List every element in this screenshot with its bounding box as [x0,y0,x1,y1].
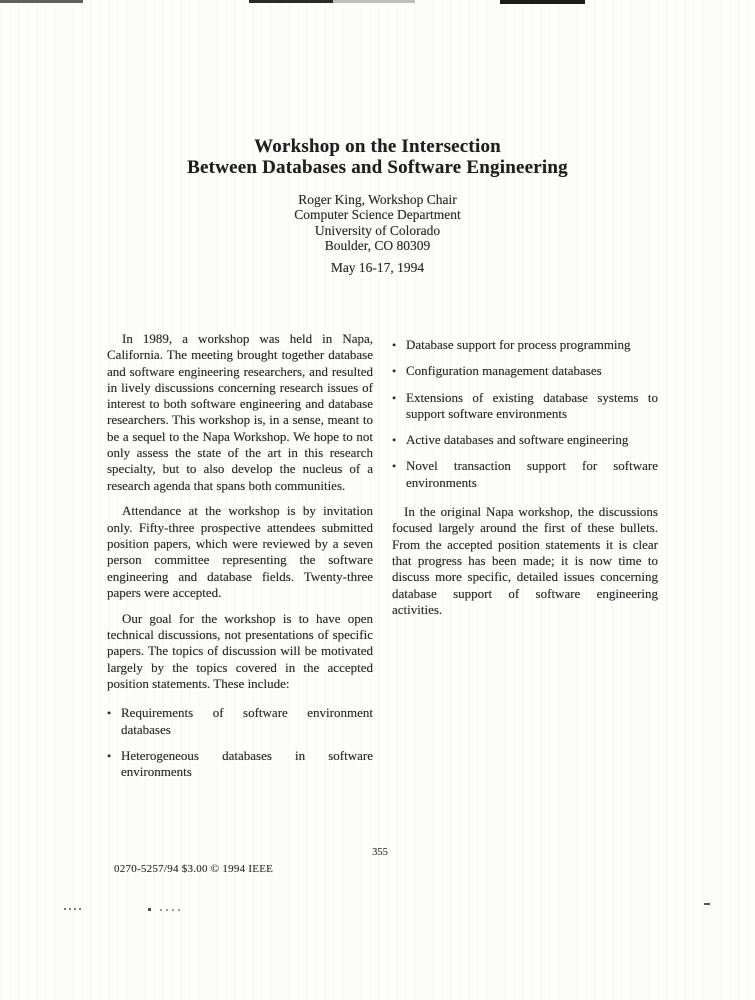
paragraph-intro: In 1989, a workshop was held in Napa, California. The meeting brought together database and software engineering researchers, and resulted in lively discussions concerning research issues of interest to both software engineering and database researchers. This workshop is, in a sense, meant to be a sequel to the Napa Workshop. We hope to not only assess the state of the art in this research specialty, but to also develop the nucleus of a research agenda that spans both communities. [107,331,373,493]
title-block [0,136,755,178]
bullet-item [392,458,658,491]
bullet-text: Heterogeneous databases in software environments [121,747,373,780]
bullet-icon: • [392,364,397,379]
bullet-icon: • [107,748,112,763]
bullet-icon: • [392,390,397,405]
right-bullet-list [392,337,658,491]
bullet-text: Extensions of existing database systems to support software environments [406,389,658,421]
left-bullet-list [107,705,373,780]
paragraph-closing: In the original Napa workshop, the discussions focused largely around the first of these bullets. From the accepted position statements it is clear that progress has been made; it is now time to discuss more specific, detailed issues concerning database support of software engineering activities. [392,504,658,617]
paragraph-goal: Our goal for the workshop is to have open technical discussions, not presentations of specific papers. The topics of discussion will be motivated largely by the topics covered in the accepted position statements. These include: [107,610,373,691]
author-block [0,192,755,254]
bullet-text: Database support for process programming [406,337,631,352]
author-address: Boulder, CO 80309 [324,238,431,254]
bullet-text: Configuration management databases [406,363,602,379]
scan-artifact-top-right-bar [500,0,585,4]
bullet-icon: • [107,706,112,721]
bullet-text: Novel transaction support for software environments [406,458,658,490]
workshop-date: May 16-17, 1994 [330,260,425,275]
scan-artifact-bottom-dots-1 [64,908,83,910]
bullet-item [392,432,658,448]
author-university: University of Colorado [314,222,441,238]
bullet-item [392,337,658,353]
scan-artifact-top-middle-bar [249,0,333,3]
right-column [392,331,658,631]
bullet-item [107,748,373,781]
bullet-item [107,705,373,738]
paragraph-attendance: Attendance at the workshop is by invitation only. Fifty-three prospective attendees submitted position papers, which were reviewed by a seven person committee representing the software engineering and database fields. Twenty-three papers were accepted. [107,503,373,600]
scan-artifact-top-left-bar [0,0,83,3]
bullet-item [392,363,658,379]
author-name: Roger King, Workshop Chair [298,192,457,207]
copyright-line: 0270-5257/94 $3.00 © 1994 IEEE [114,863,274,875]
bullet-icon: • [392,433,397,448]
left-column [107,331,373,790]
scan-artifact-top-middle-light-bar [333,0,415,3]
bullet-text: Requirements of software environment databases [121,705,373,737]
scan-artifact-bottom-dots-2 [160,909,183,911]
scan-artifact-bottom-dot [148,908,151,911]
paper-title-line-1: Workshop on the Intersection [254,136,501,157]
author-department: Computer Science Department [294,207,461,223]
bullet-icon: • [392,338,397,352]
bullet-item [392,390,658,423]
page-number: 355 [372,847,388,858]
paper-title-line-2: Between Databases and Software Engineering [187,157,568,178]
scan-artifact-bottom-dash [704,903,710,905]
bullet-text: Active databases and software engineering [406,432,629,448]
bullet-icon: • [392,459,397,474]
